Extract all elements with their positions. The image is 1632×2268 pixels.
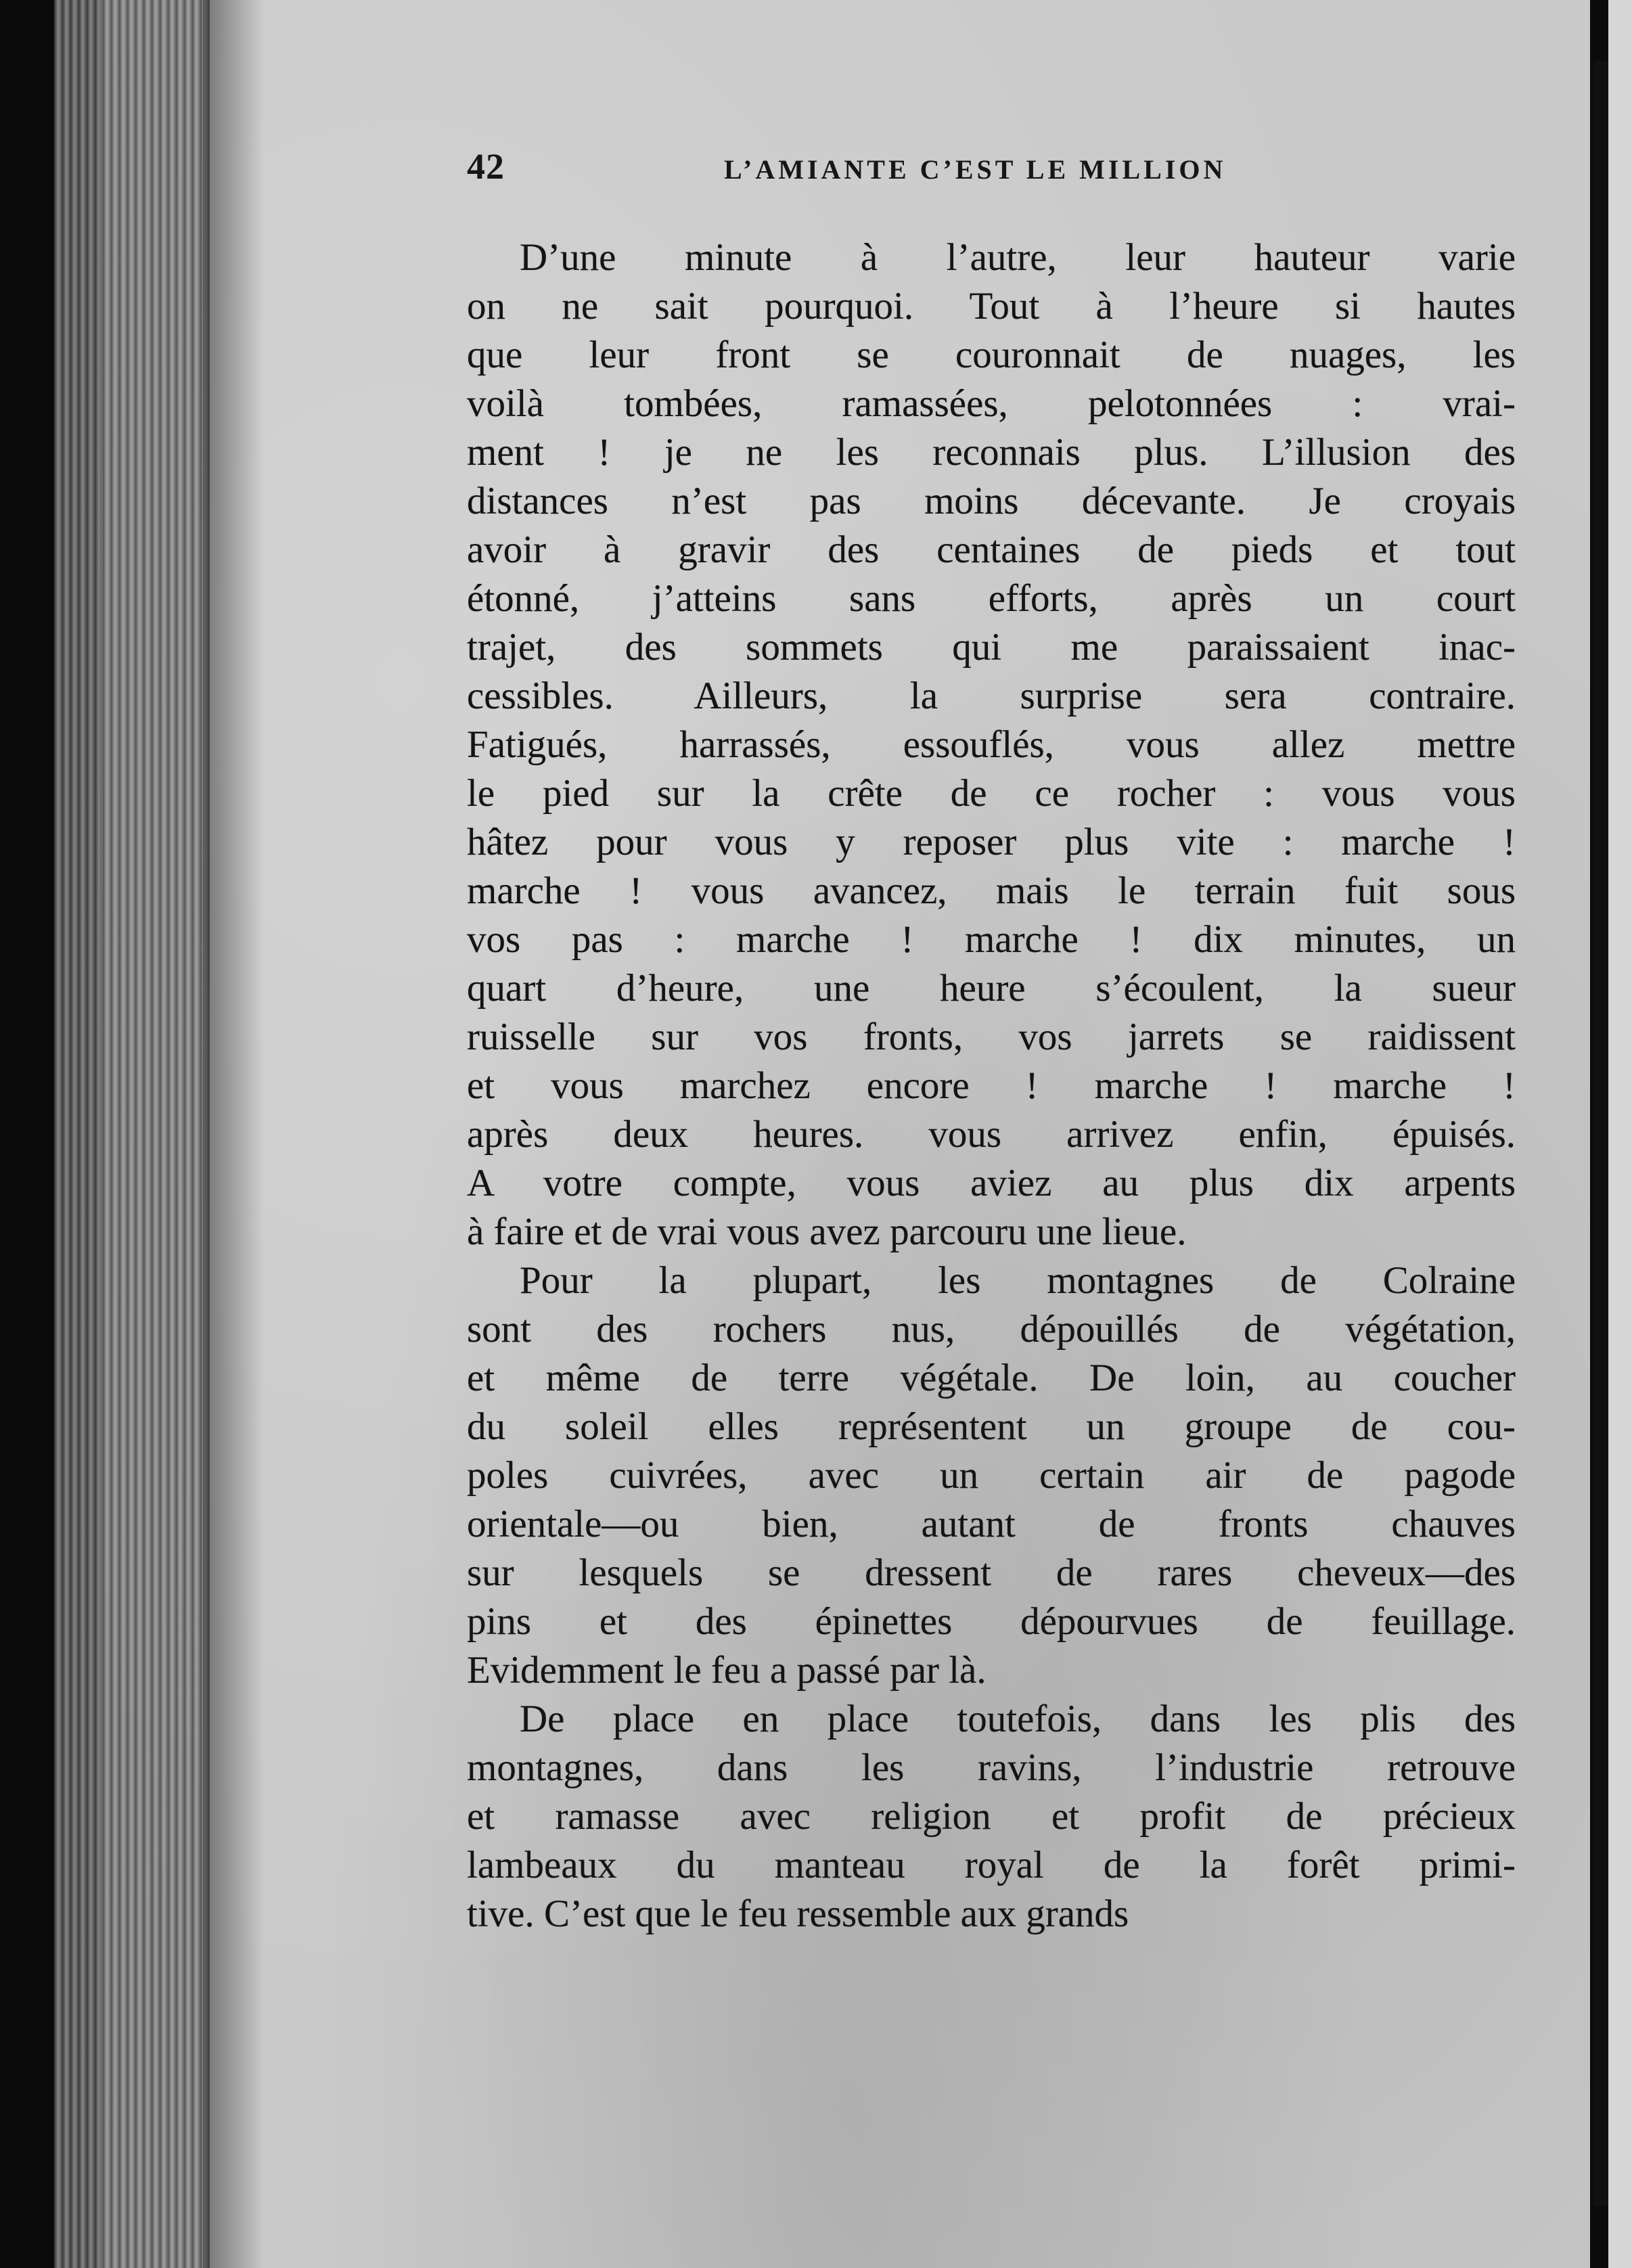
text-line: vos pas : marche ! marche ! dix minutes, un xyxy=(467,918,1516,961)
text-line: Fatigués, harrassés, essouflés, vous allez mettre xyxy=(467,723,1516,766)
text-line: D’une minute à l’autre, leur hauteur varie xyxy=(520,236,1516,279)
book-page-edges xyxy=(54,0,210,2268)
paragraph xyxy=(467,1256,1516,1695)
text-line: poles cuivrées, avec un certain air de pagode xyxy=(467,1454,1516,1497)
text-line: montagnes, dans les ravins, l’industrie retrouve xyxy=(467,1746,1516,1789)
text-line: sur lesquels se dressent de rares cheveux—des xyxy=(467,1551,1516,1594)
text-line: le pied sur la crête de ce rocher : vous vous xyxy=(467,772,1516,815)
text-line: du soleil elles représentent un groupe de cou- xyxy=(467,1405,1516,1448)
text-line: marche ! vous avancez, mais le terrain fuit sous xyxy=(467,869,1516,912)
paragraph xyxy=(467,233,1516,1256)
text-line: tive. C’est que le feu ressemble aux grands xyxy=(467,1892,1129,1935)
right-border-rule xyxy=(1593,61,1608,2206)
text-line: que leur front se couronnait de nuages, les xyxy=(467,334,1516,376)
text-line: lambeaux du manteau royal de la forêt primi- xyxy=(467,1844,1516,1886)
text-line: Evidemment le feu a passé par là. xyxy=(467,1649,987,1692)
text-line: De place en place toutefois, dans les plis des xyxy=(520,1698,1516,1740)
running-title: L’AMIANTE C’EST LE MILLION xyxy=(724,154,1227,185)
gutter-shadow xyxy=(203,0,264,2268)
body-text xyxy=(467,233,1516,1938)
text-line: pins et des épinettes dépourvues de feuillage. xyxy=(467,1600,1516,1643)
text-line: et vous marchez encore ! marche ! marche ! xyxy=(467,1064,1516,1107)
text-line: à faire et de vrai vous avez parcouru une lieue. xyxy=(467,1210,1187,1253)
text-line: étonné, j’atteins sans efforts, après un court xyxy=(467,577,1516,620)
text-line: ruisselle sur vos fronts, vos jarrets se raidissent xyxy=(467,1016,1516,1058)
text-line: distances n’est pas moins décevante. Je croyais xyxy=(467,480,1516,522)
paragraph xyxy=(467,1695,1516,1938)
text-line: hâtez pour vous y reposer plus vite : marche ! xyxy=(467,821,1516,863)
text-line: A votre compte, vous aviez au plus dix arpents xyxy=(467,1162,1516,1204)
page-number: 42 xyxy=(467,146,505,187)
facing-page-strip xyxy=(1608,0,1632,2268)
text-line: et ramasse avec religion et profit de précieux xyxy=(467,1795,1516,1838)
text-line: voilà tombées, ramassées, pelotonnées : vrai- xyxy=(467,382,1516,425)
page-header xyxy=(467,145,1502,193)
text-line: trajet, des sommets qui me paraissaient inac- xyxy=(467,626,1516,668)
text-line: on ne sait pourquoi. Tout à l’heure si hautes xyxy=(467,285,1516,327)
text-line: et même de terre végétale. De loin, au coucher xyxy=(467,1357,1516,1399)
text-line: avoir à gravir des centaines de pieds et tout xyxy=(467,528,1516,571)
text-line: après deux heures. vous arrivez enfin, épuisés. xyxy=(467,1113,1516,1156)
text-line: quart d’heure, une heure s’écoulent, la sueur xyxy=(467,967,1516,1010)
text-line: cessibles. Ailleurs, la surprise sera contraire. xyxy=(467,675,1516,717)
text-line: Pour la plupart, les montagnes de Colraine xyxy=(520,1259,1516,1302)
text-line: ment ! je ne les reconnais plus. L’illusion des xyxy=(467,431,1516,474)
text-line: sont des rochers nus, dépouillés de végétation, xyxy=(467,1308,1516,1351)
text-line: orientale—ou bien, autant de fronts chauves xyxy=(467,1503,1516,1545)
